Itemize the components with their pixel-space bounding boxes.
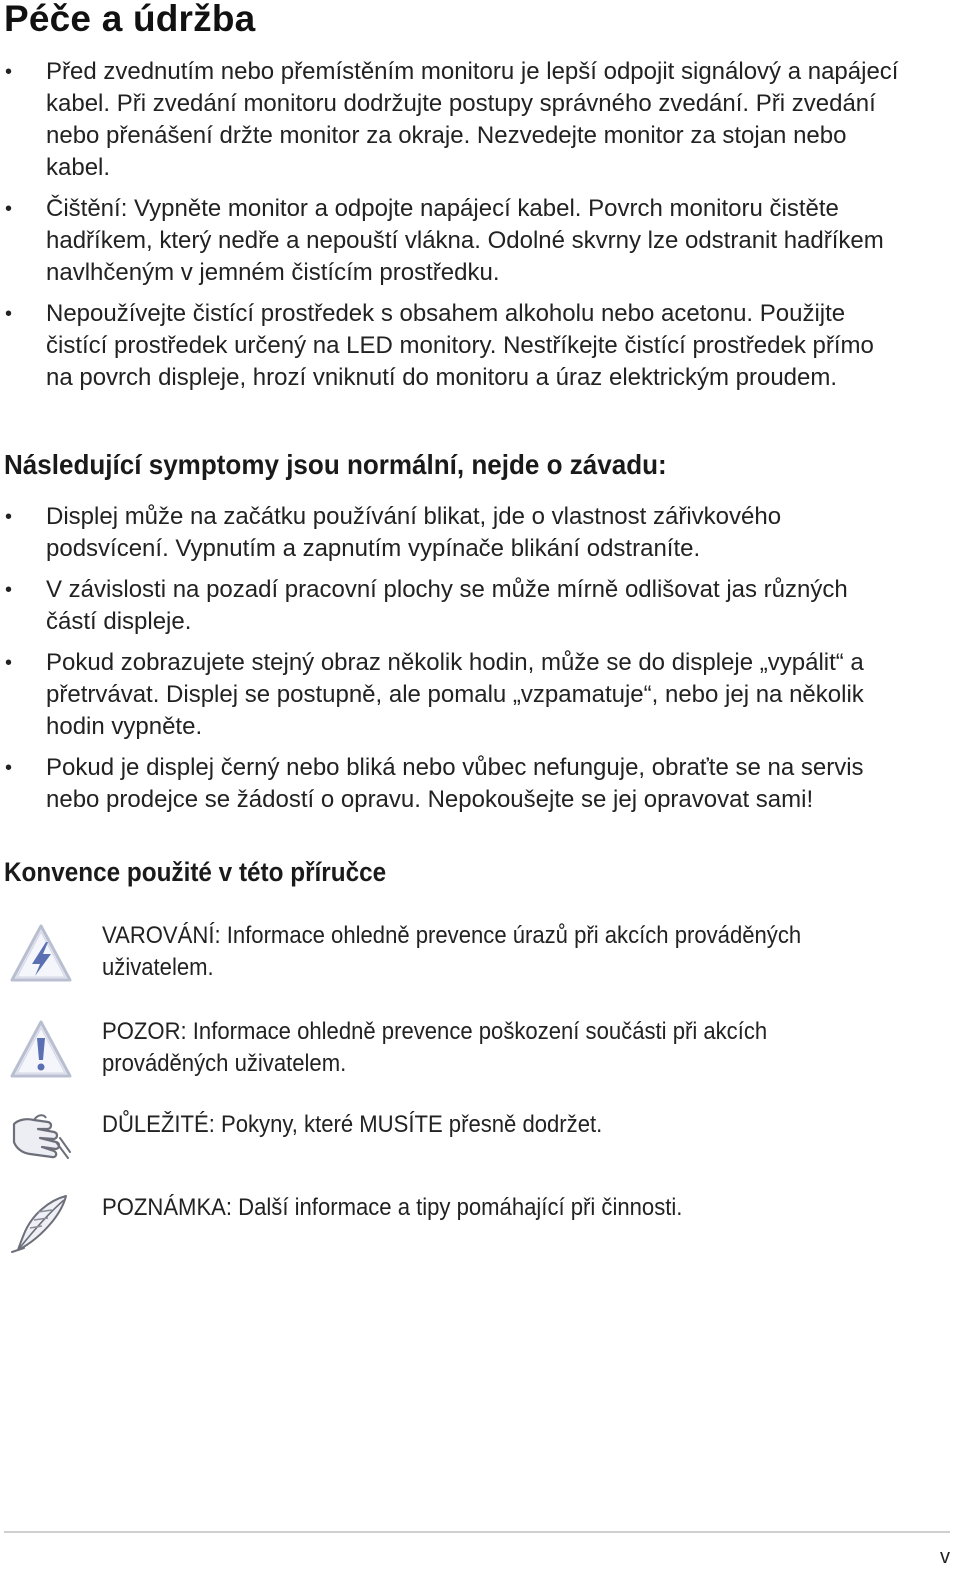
bullet-marker: • [5, 652, 13, 674]
list-item-text: Displej může na začátku používání blikat, jde o vlastnost zářivkového podsvícení. Vypnutím a zapnutím vypínače blikání odstraníte. [46, 503, 782, 562]
bullet-marker: • [5, 303, 13, 325]
symptoms-heading: Následující symptomy jsou normální, nejde o závadu: [4, 449, 667, 480]
footer-divider [4, 1531, 950, 1533]
caution-notice: POZOR: Informace ohledně prevence poškození součásti při akcích prováděných uživatelem. [102, 1018, 768, 1077]
list-item-text: Čištění: Vypněte monitor a odpojte napájecí kabel. Povrch monitoru čistěte hadříkem, který nedře a nepouští vlákna. Odolné skvrny lze odstranit hadříkem navlhčeným v jemném čistícím prostředku. [46, 195, 884, 286]
list-item [0, 752, 900, 816]
list-item [0, 501, 900, 565]
list-item-text: Pokud je displej černý nebo bliká nebo vůbec nefunguje, obraťte se na servis nebo prodejce se žádostí o opravu. Nepokoušejte se jej opravovat sami! [46, 754, 864, 813]
list-item-text: Nepoužívejte čistící prostředek s obsahem alkoholu nebo acetonu. Použijte čistící prostředek určený na LED monitory. Nestříkejte čistící prostředek přímo na povrch displeje, hrozí vniknutí do monitoru a úraz elektrickým proudem. [46, 300, 874, 391]
page-number: v [940, 1546, 950, 1568]
list-item-text: Pokud zobrazujete stejný obraz několik hodin, může se do displeje „vypálit“ a přetrvávat. Displej se postupně, ale pomalu „vzpamatuje“, nebo jej na několik hodin vypněte. [46, 649, 864, 740]
list-item-text: V závislosti na pozadí pracovní plochy se může mírně odlišovat jas různých částí displeje. [46, 576, 848, 635]
important-notice: DŮLEŽITÉ: Pokyny, které MUSÍTE přesně dodržet. [102, 1111, 603, 1138]
page-title: Péče a údržba [4, 0, 256, 39]
care-list [0, 56, 900, 403]
symptoms-list [0, 501, 900, 825]
lightning-warning-icon [8, 922, 74, 986]
hand-icon [8, 1108, 74, 1164]
list-item [0, 193, 900, 289]
bullet-marker: • [5, 579, 13, 601]
list-item [0, 574, 900, 638]
list-item [0, 298, 900, 394]
conventions-heading: Konvence použité v této příručce [4, 857, 387, 887]
bullet-marker: • [5, 198, 13, 220]
list-item [0, 56, 900, 184]
warning-notice: VAROVÁNÍ: Informace ohledně prevence úrazů při akcích prováděných uživatelem. [102, 922, 802, 981]
bullet-marker: • [5, 757, 13, 779]
list-item-text: Před zvednutím nebo přemístěním monitoru je lepší odpojit signálový a napájecí kabel. Při zvedání monitoru dodržujte postupy správného zvedání. Při zvedání nebo přenášení držte monitor za okraje. Nezvedejte monitor za stojan nebo kabel. [46, 58, 899, 181]
list-item [0, 647, 900, 743]
bullet-marker: • [5, 61, 13, 83]
note-notice: POZNÁMKA: Další informace a tipy pomáhající při činnosti. [102, 1194, 683, 1221]
feather-pen-icon [8, 1192, 74, 1256]
exclamation-warning-icon [8, 1018, 74, 1082]
bullet-marker: • [5, 506, 13, 528]
